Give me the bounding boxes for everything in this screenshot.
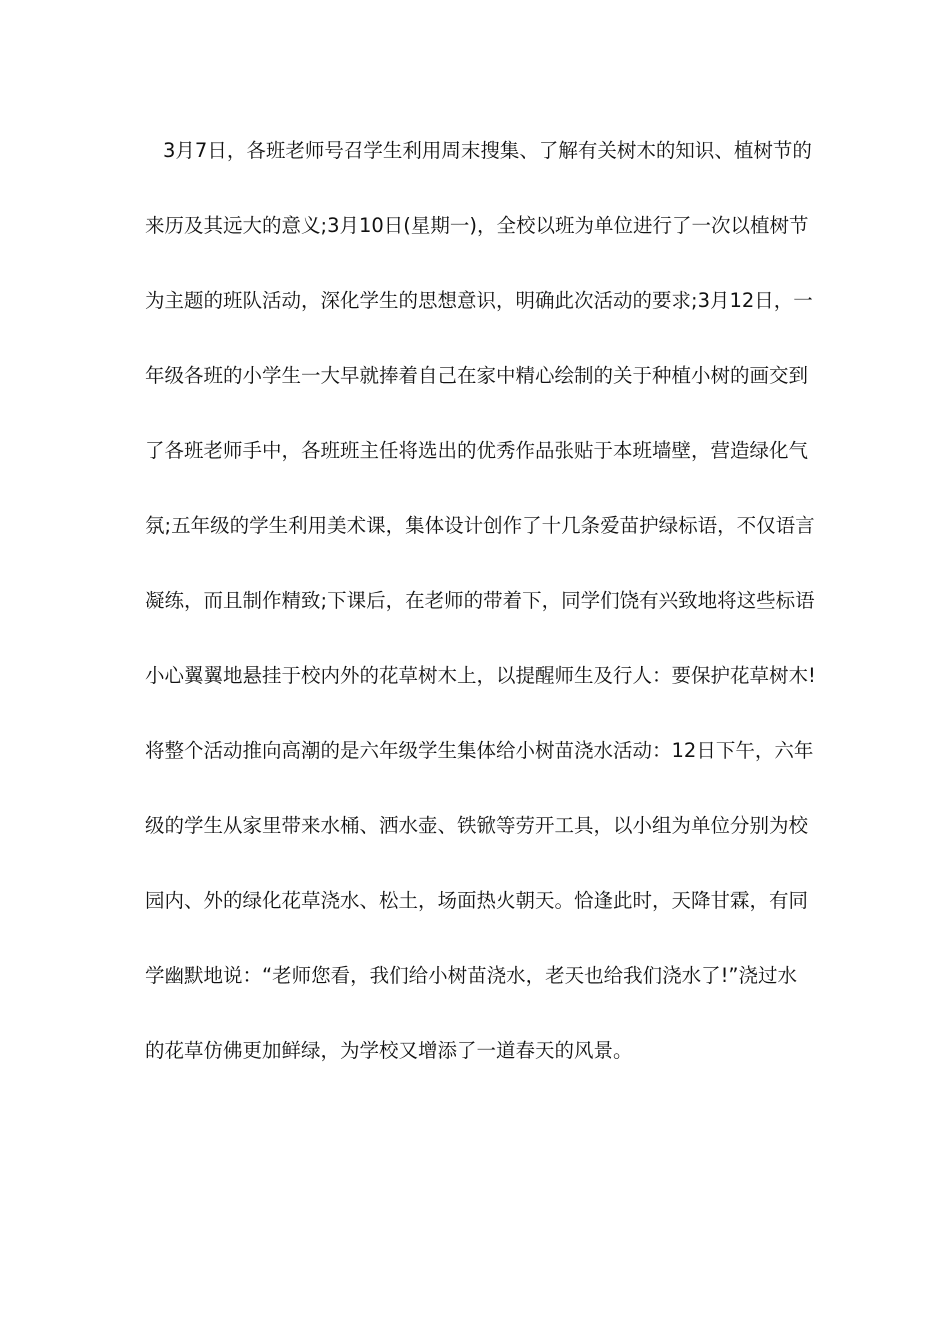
- paragraph-line-13: 的花草仿佛更加鲜绿，为学校又增添了一道春天的风景。: [145, 1039, 633, 1062]
- body-paragraph: [145, 132, 815, 1107]
- paragraph-line-4: 年级各班的小学生一大早就捧着自己在家中精心绘制的关于种植小树的画交到: [145, 364, 809, 387]
- paragraph-line-1: 3月7日，各班老师号召学生利用周末搜集、了解有关树木的知识、植树节的: [163, 139, 812, 162]
- paragraph-line-6: 氛;五年级的学生利用美术课，集体设计创作了十几条爱苗护绿标语，不仅语言: [145, 514, 815, 537]
- paragraph-line-10: 级的学生从家里带来水桶、洒水壶、铁锨等劳开工具，以小组为单位分别为校: [145, 814, 809, 837]
- paragraph-line-5: 了各班老师手中，各班班主任将选出的优秀作品张贴于本班墙壁，营造绿化气: [145, 439, 809, 462]
- paragraph-line-11: 园内、外的绿化花草浇水、松土，场面热火朝天。恰逢此时，天降甘霖，有同: [145, 889, 809, 912]
- paragraph-line-2: 来历及其远大的意义;3月10日(星期一)，全校以班为单位进行了一次以植树节: [145, 214, 809, 237]
- paragraph-line-8: 小心翼翼地悬挂于校内外的花草树木上，以提醒师生及行人：要保护花草树木!: [145, 664, 816, 687]
- paragraph-line-12: 学幽默地说：“老师您看，我们给小树苗浇水，老天也给我们浇水了!”浇过水: [145, 964, 798, 987]
- paragraph-line-7: 凝练，而且制作精致;下课后，在老师的带着下，同学们饶有兴致地将这些标语: [145, 589, 815, 612]
- paragraph-line-3: 为主题的班队活动，深化学生的思想意识，明确此次活动的要求;3月12日，一: [145, 289, 813, 312]
- paragraph-line-9: 将整个活动推向高潮的是六年级学生集体给小树苗浇水活动：12日下午，六年: [145, 739, 814, 762]
